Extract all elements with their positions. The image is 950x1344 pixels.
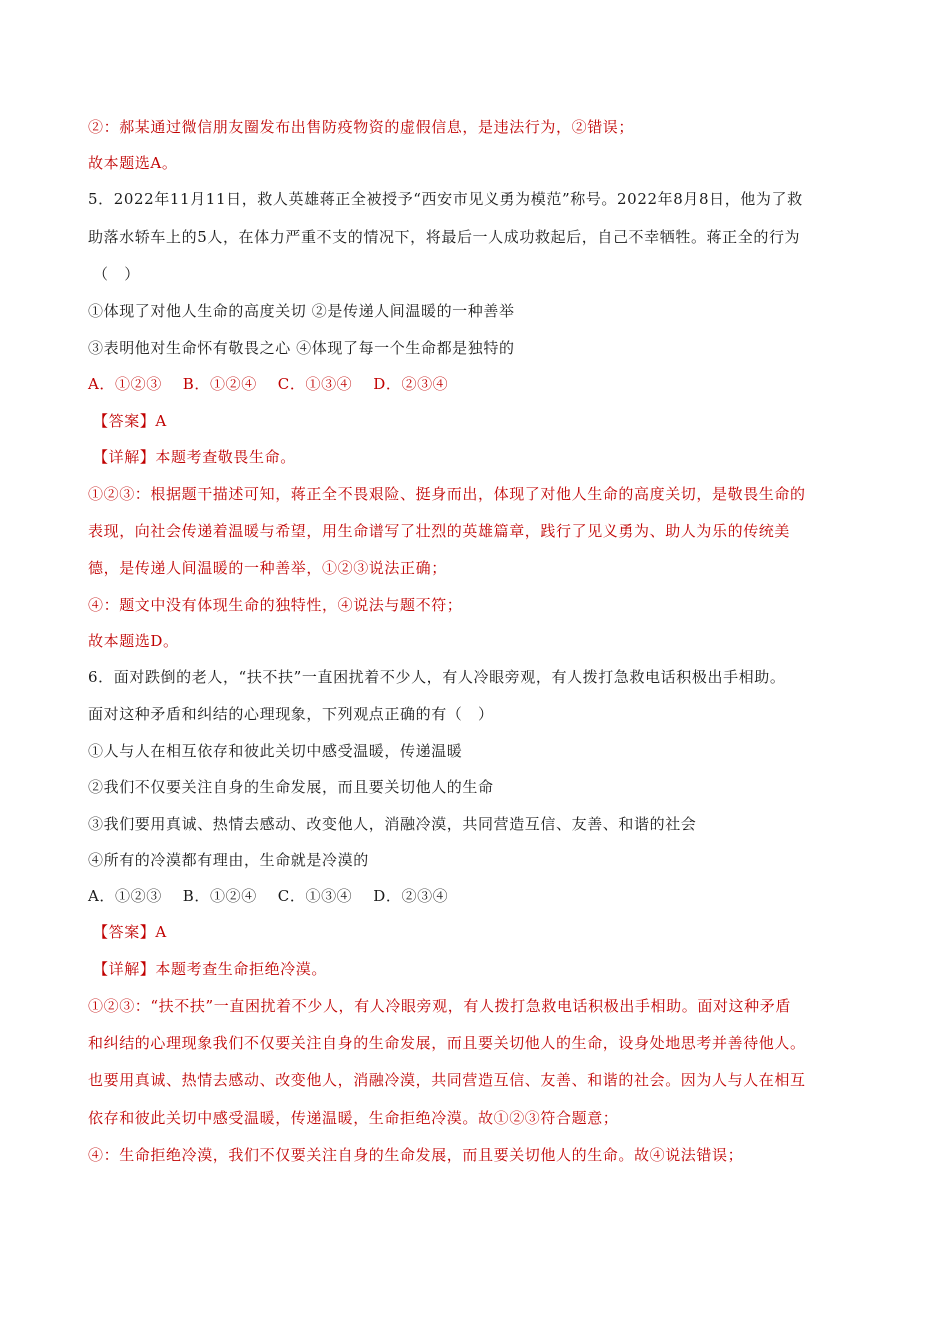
question-6-explanation-title: 【详解】本题考查生命拒绝冷漠。: [93, 960, 328, 978]
question-5-stem: 5．2022年11月11日，救人英雄蒋正全被授予“西安市见义勇为模范”称号。2022年8月8日，他为了救: [88, 190, 803, 208]
question-5-blank: （ ）: [93, 265, 140, 283]
question-5-answer: 【答案】A: [93, 412, 167, 430]
question-6-stem: 6．面对跌倒的老人，“扶不扶”一直困扰着不少人，有人冷眼旁观，有人拨打急救电话积极出手相助。: [88, 668, 786, 686]
question-6-explanation: 依存和彼此关切中感受温暖，传递温暖，生命拒绝冷漠。故①②③符合题意；: [88, 1109, 619, 1127]
question-6-answer: 【答案】A: [93, 923, 167, 941]
question-5-stem: 助落水轿车上的5人，在体力严重不支的情况下，将最后一人成功救起后，自己不幸牺牲。蒋正全的行为: [88, 228, 801, 246]
question-5-statement: ③表明他对生命怀有敬畏之心 ④体现了每一个生命都是独特的: [88, 339, 515, 357]
question-5-explanation: ①②③：根据题干描述可知，蒋正全不畏艰险、挺身而出，体现了对他人生命的高度关切，是敬畏生命的: [88, 485, 806, 503]
question-6-statement: ②我们不仅要关注自身的生命发展，而且要关切他人的生命: [88, 778, 494, 796]
question-5-explanation: ④：题文中没有体现生命的独特性，④说法与题不符；: [88, 596, 463, 614]
question-6-explanation: 也要用真诚、热情去感动、改变他人，消融冷漠，共同营造互信、友善、和谐的社会。因为人与人在相互: [88, 1071, 806, 1089]
question-6-explanation: ④：生命拒绝冷漠，我们不仅要关注自身的生命发展，而且要关切他人的生命。故④说法错误；: [88, 1146, 744, 1164]
question-5-explanation: 德，是传递人间温暖的一种善举，①②③说法正确；: [88, 559, 447, 577]
question-5-statement: ①体现了对他人生命的高度关切 ②是传递人间温暖的一种善举: [88, 302, 515, 320]
question-6-statement: ④所有的冷漠都有理由，生命就是冷漠的: [88, 851, 369, 869]
question-6-options: A．①②③ B．①②④ C．①③④ D．②③④: [88, 887, 449, 905]
question-5-explanation-title: 【详解】本题考查敬畏生命。: [93, 448, 296, 466]
question-6-statement: ③我们要用真诚、热情去感动、改变他人，消融冷漠，共同营造互信、友善、和谐的社会: [88, 815, 697, 833]
question-5-conclusion: 故本题选D。: [88, 632, 179, 650]
question-6-explanation: 和纠结的心理现象我们不仅要关注自身的生命发展，而且要关切他人的生命，设身处地思考并善待他人。: [88, 1034, 806, 1052]
question-5-options: A．①②③ B．①②④ C．①③④ D．②③④: [88, 375, 449, 393]
text-line: ②：郝某通过微信朋友圈发布出售防疫物资的虚假信息，是违法行为，②错误；: [88, 118, 635, 136]
question-6-statement: ①人与人在相互依存和彼此关切中感受温暖，传递温暖: [88, 742, 463, 760]
question-6-stem: 面对这种矛盾和纠结的心理现象，下列观点正确的有（ ）: [88, 705, 494, 723]
question-5-explanation: 表现，向社会传递着温暖与希望，用生命谱写了壮烈的英雄篇章，践行了见义勇为、助人为乐的传统美: [88, 522, 791, 540]
text-line: 故本题选A。: [88, 154, 178, 172]
question-6-explanation: ①②③：“扶不扶”一直困扰着不少人，有人冷眼旁观，有人拨打急救电话积极出手相助。面对这种矛盾: [88, 997, 791, 1015]
